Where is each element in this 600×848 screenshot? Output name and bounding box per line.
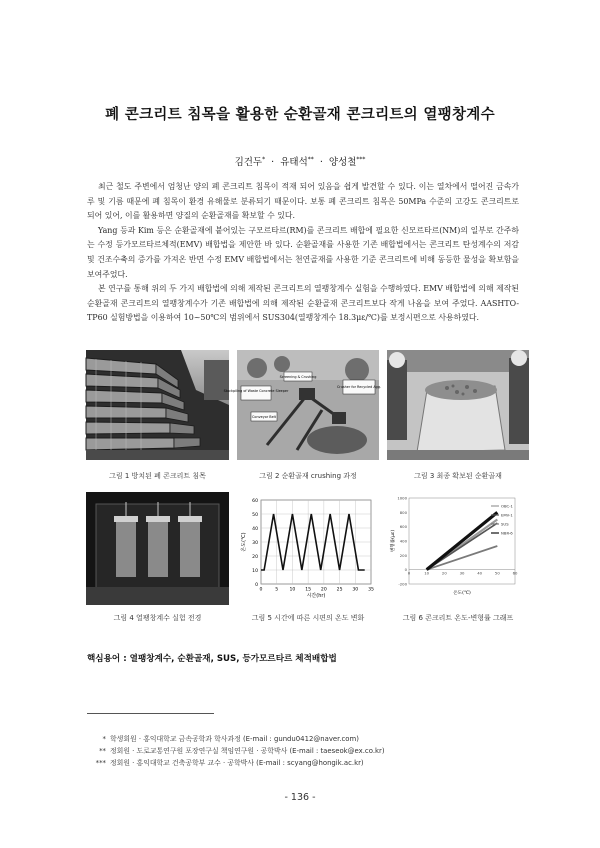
paragraph: 본 연구를 통해 위의 두 가지 배합법에 의해 제작된 콘크리트의 열팽창계수 실험을 수행하였다. EMV 배합법에 의해 제작된 순환골재 콘크리트의 열팽창계수가 기존 배합법에 의해 제작된 순환골재 콘크리트보다 작게 나옴을 보여 주었다. AASHTO-TP60 실험방법을 이용하여 10~50℃의 범위에서 SUS304(열팽창계수 18.3με/℃)를 보정시편으로 사용하였다.: [87, 284, 519, 323]
chart-y-tick: 0: [404, 567, 407, 573]
chart-y-tick: 10: [252, 568, 258, 574]
figure-1-caption: 그림 1 방치된 폐 콘크리트 침목: [109, 472, 206, 480]
chart-x-tick: 15: [305, 587, 312, 593]
chart-x-tick: 20: [320, 587, 327, 593]
annotation-stockpile: Stockpiling of Waste Concrete Sleeper: [223, 389, 289, 393]
page-number: - 136 -: [284, 792, 316, 803]
footnote: [88, 733, 359, 743]
annotation-conveyor: Conveyor Belt: [252, 415, 276, 419]
author-name: 양성철: [328, 157, 357, 168]
crushing-plant-photo-icon: [223, 350, 382, 460]
chart-y-tick: 50: [252, 512, 258, 518]
legend-label: EMV-1: [501, 512, 513, 518]
chart-y-tick: 600: [399, 524, 407, 530]
chart-x-tick: 20: [441, 570, 447, 576]
figure-3-caption: 그림 3 최종 확보된 순환골재: [414, 472, 502, 480]
chart-y-tick: 20: [252, 554, 258, 560]
chart-x-tick: 50: [494, 570, 500, 576]
figure-5-chart: [237, 492, 379, 605]
chart-x-tick: 40: [477, 570, 483, 576]
chart-x-tick: 60: [512, 570, 518, 576]
temperature-chart-icon: [237, 492, 379, 605]
chart-x-tick: 30: [459, 570, 465, 576]
figure-4-caption: 그림 4 열팽창계수 실험 전경: [113, 614, 202, 622]
author-mark: **: [307, 155, 314, 163]
figure-6-caption: 그림 6 콘크리트 온도-변형률 그래프: [402, 614, 514, 622]
chart-y-tick: 800: [399, 509, 407, 515]
author-mark: ***: [356, 155, 366, 163]
chart-y-label: 변형률(με): [391, 529, 396, 553]
legend-label: SUS: [501, 521, 509, 527]
chart-x-tick: 0: [407, 570, 411, 576]
legend-label: NBR-6: [501, 530, 513, 536]
author-line: [0, 154, 600, 168]
figure-6-chart: [387, 492, 529, 605]
chart-series-line: [427, 512, 498, 569]
footnote-divider: [87, 713, 214, 714]
figure-2-photo: [223, 350, 382, 460]
keywords-text: 열팽창계수, 순환골재, SUS, 등가모르타르 체적배합법: [129, 654, 337, 664]
author-separator: ·: [271, 157, 275, 168]
author-mark: *: [262, 155, 266, 163]
footnote: [88, 757, 364, 767]
chart-y-tick: -200: [398, 581, 407, 587]
chart-x-tick: 10: [289, 587, 296, 593]
footnote-mark: *: [102, 735, 106, 743]
chart-y-tick: 200: [399, 552, 407, 558]
legend-label: OBC-1: [501, 503, 513, 509]
figure-2-caption: 그림 2 순환골재 crushing 과정: [259, 472, 357, 480]
keywords-line: [87, 652, 337, 664]
footnote-text: 정회원 · 도로교통연구원 포장연구실 책임연구원 · 공학박사 (E-mail : taeseok@ex.co.kr): [110, 747, 385, 755]
chart-y-tick: 30: [252, 540, 258, 546]
chart-series-line: [427, 546, 498, 570]
chart-x-tick: 35: [368, 587, 374, 593]
strain-chart-icon: [387, 492, 529, 605]
footnote-text: 정회원 · 홍익대학교 건축공학부 교수 · 공학박사 (E-mail : scyang@hongik.ac.kr): [110, 759, 364, 767]
annotation-screening: Screening & Crushing: [279, 375, 317, 379]
footnote: [88, 745, 385, 755]
figure-3-photo: [387, 350, 529, 460]
chart-y-tick: 40: [252, 526, 258, 532]
paragraph: 최근 철도 주변에서 엄청난 양의 폐 콘크리트 침목이 적재 되어 있음을 쉽게 발견할 수 있다. 이는 열차에서 떨어진 금속가루 및 기름 때문에 폐 침목이 환경 유해물로 분류되기 때문이다. 보통 폐 콘크리트 침목은 50MPa 수준의 고강도 콘크리트로 되어 있어, 이를 활용하면 양질의 순환골재를 확보할 수 있다.: [87, 182, 519, 221]
footnote-mark: ***: [95, 759, 106, 767]
chart-x-label: 온도(℃): [453, 591, 471, 596]
author-name: 유태석: [280, 157, 308, 168]
chart-x-label: 시간(hr): [306, 593, 326, 599]
chart-y-tick: 0: [255, 582, 258, 588]
chart-y-label: 온도(℃): [241, 532, 247, 552]
chart-y-tick: 60: [252, 498, 258, 504]
chart-x-tick: 5: [275, 587, 279, 593]
stacked-sleepers-photo-icon: [86, 350, 229, 460]
figure-4-photo: [86, 492, 229, 605]
author-name: 김건두: [234, 157, 263, 168]
annotation-crusher: Crusher for Recycled Agg.: [336, 385, 382, 389]
chart-y-tick: 400: [399, 538, 407, 544]
paper-title: 폐 콘크리트 침목을 활용한 순환골재 콘크리트의 열팽창계수: [105, 107, 495, 123]
chart-x-tick: 0: [259, 587, 263, 593]
aggregate-bag-photo-icon: [387, 350, 529, 460]
chart-x-tick: 30: [352, 587, 359, 593]
chart-x-tick: 10: [424, 570, 430, 576]
chart-x-tick: 25: [336, 587, 343, 593]
keywords-label: 핵심용어 :: [87, 654, 127, 664]
figure-1-photo: [86, 350, 229, 460]
figure-5-caption: 그림 5 시간에 따른 시편의 온도 변화: [251, 614, 365, 622]
chart-y-tick: 1000: [397, 495, 407, 501]
author-separator: ·: [319, 157, 323, 168]
footnote-mark: **: [99, 747, 106, 755]
abstract-body: [87, 180, 519, 326]
footnote-text: 학생회원 · 홍익대학교 금속공학과 학사과정 (E-mail : gundu0412@naver.com): [110, 735, 359, 743]
test-setup-photo-icon: [86, 492, 229, 605]
paragraph: Yang 등과 Kim 등은 순환골재에 붙어있는 구모르타르(RM)를 콘크리트 배합에 필요한 신모르타르(NM)의 일부로 간주하는 수정 등가모르타르체적(EMV) 배합법을 제안한 바 있다. 순환골재를 사용한 기존 배합법에서는 콘크리트 탄성계수의 저감 및 건조수축의 증가를 가져온 반면 수정 EMV 배합법에서는 천연골재를 사용한 기준 콘크리트에 비해 동등한 물성을 확보함을 보여주었다.: [87, 225, 519, 279]
